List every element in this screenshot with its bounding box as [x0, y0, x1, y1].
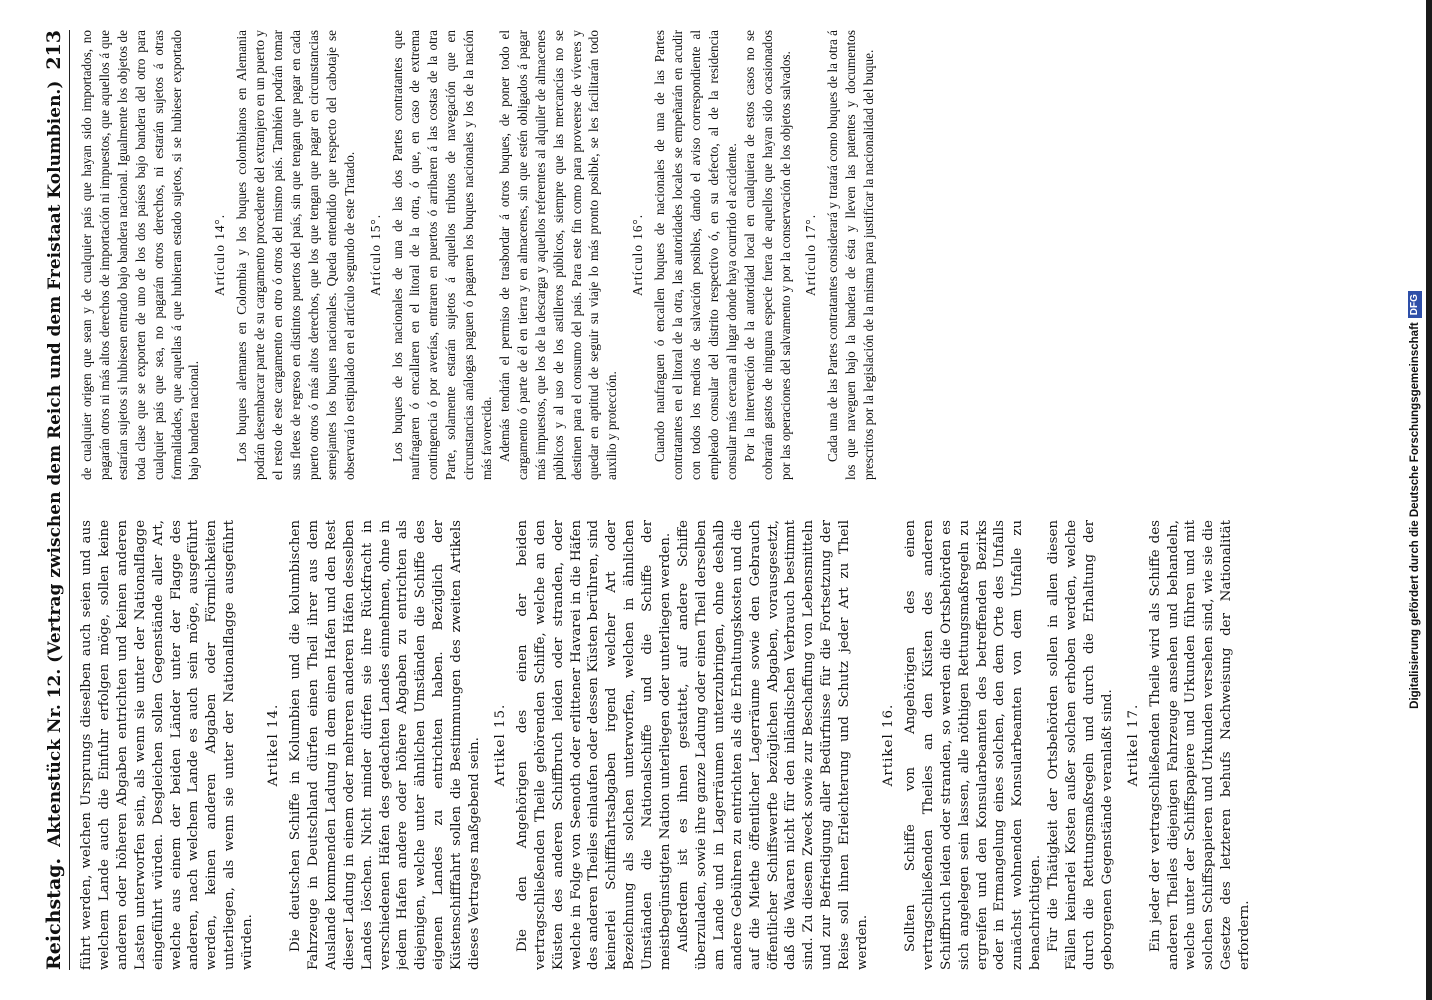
article-heading: Artículo 16°.	[630, 214, 646, 297]
paragraph: de cualquier origen que sean y de cualquier país que hayan sido importados, no pagarán otros ni más altos derechos de importación ni impuestos, que aquellos á que estarían sujetos si hubiesen entrado bajo bandera nacional. Igualmente los objetos de toda clase que se exporten de uno de los dos países bajo bandera del otro para cualquier país que sea, no pagarán otros derechos, ni estarán sujetos á otras formalidades, que aquellas á que hubieran estado sujetos, si se hubieser exportado bajo bandera nacional.	[79, 30, 202, 480]
footer-text: Digitalisierung gefördert durch die Deutsche Forschungsgemeinschaft	[1409, 322, 1421, 709]
paragraph: Die den Angehörigen des einen der beiden vertragschließenden Theile gehörenden Schiffe, welche an den Küsten des anderen Schiffbruch leiden oder stranden, oder welche in Folge von Seenoth oder erlittener Havarei in die Häfen des anderen Theiles einlaufen oder dessen Küsten berühren, sind keinerlei Schifffahrtsabgaben irgend welcher Art oder Bezeichnung als solchen unterworfen, welchen in ähnlichen Umständen die Nationalschiffe und die Schiffe der meistbegünstigten Nation unterliegen oder unterliegen werden.	[514, 520, 674, 970]
paragraph: Además tendrán el permiso de trasbordar á otros buques, de poner todo el cargamento ó parte de él en tierra y en almacenes, sin que estén obligados á pagar más impuestos, que los de la descarga y aquellos referentes al alquiler de almacenes públicos y al uso de los astilleros públicos, siempre que las mercancías no se destinen para el consumo del país. Para este fin como para proveerse de víveres y quedar en aptitud de seguir su viaje lo más pronto posible, se les facilitarán todo auxilio y protección.	[496, 30, 620, 480]
page-header	[30, 30, 70, 970]
paragraph: Außerdem ist es ihnen gestattet, auf andere Schiffe überzuladen, sowie ihre ganze Ladung oder einen Theil derselben am Lande und in Lagerräumen unterzubringen, ohne deshalb andere Gebühren zu entrichten als die Erhaltungskosten und die auf die Miethe öffentlicher Lagerräume sowie den Gebrauch öffentlicher Schiffswerfte bezüglichen Abgaben, vorausgesetzt, daß die Waaren nicht für den inländischen Verbrauch bestimmt sind. Zu diesem Zweck sowie zur Beschaffung von Lebensmitteln und zur Befriedigung aller Bedürfnisse für die Fortsetzung der Reise soll ihnen Erleichterung und Schutz jeder Art zu Theil werden.	[676, 520, 871, 970]
article-heading: Artikel 15.	[492, 703, 508, 787]
paragraph: Für die Thätigkeit der Ortsbehörden sollen in allen diesen Fällen keinerlei Kosten außer solchen erhoben werden, welche durch die Rettungsmaßregeln und durch die Erhaltung der geborgenen Gegenstände veranlaßt sind.	[1046, 520, 1115, 970]
article-heading: Artículo 17°.	[803, 214, 819, 297]
paragraph: führt werden, welchen Ursprungs dieselben auch seien und aus welchem Lande auch die Einfuhr erfolgen möge, sollen keine anderen oder höheren Abgaben entrichten und keinen anderen Lasten unterworfen sein, als wenn sie unter der Nationalflagge eingeführt würden. Desgleichen sollen Gegenstände aller Art, welche aus einem der beiden Länder unter der Flagge des anderen, nach welchem Lande es auch sein möge, ausgeführt werden, keinen anderen Abgaben oder Förmlichkeiten unterliegen, als wenn sie unter der Nationalflagge ausgeführt würden.	[79, 520, 256, 970]
paragraph: Cuando naufraguen ó encallen buques de nacionales de una de las Partes contratantes en el litoral de la otra, las autoridades locales se empeñarán en acudir con todos los medios de salvación posibles, dando el aviso correspondiente al empleado consular del distrito respectivo ó, en su defecto, al de la residencia consular más cercana al lugar donde haya ocurrido el accidente.	[652, 30, 739, 480]
paragraph: Los buques de los nacionales de una de las dos Partes contratantes que naufragaren ó encallaren en el litoral de la otra, ó que, en caso de extrema contingencia ó por averías, entraren en puertos ó arribaren á las costas de la otra Parte, solamente estarán sujetos á aquellos tributos de navegación que en circunstancias análogas paguen ó pagaren los buques nacionales y los de la nación más favorecida.	[389, 30, 495, 480]
paragraph: Sollten Schiffe von Angehörigen des einen vertragschließenden Theiles an den Küsten des anderen Schiffbruch leiden oder stranden, so werden die Ortsbehörden es sich angelegen sein lassen, alle nöthigen Rettungsmaßregeln zu ergreifen und den Konsularbeamten des betreffenden Bezirks oder in Ermangelung eines solchen, den dem Orte des Unfalls zunächst wohnenden Konsularbeamten von dem Unfalle zu benachrichtigen.	[902, 520, 1044, 970]
paragraph: Por la intervención de la autoridad local en cualquiera de estos casos no se cobrarán gastos de ninguna especie fuera de aquellos que hayan sido ocasionados por las operaciones del salvamento y por la conservación de los objetos salvados.	[741, 30, 793, 480]
article-heading: Artikel 17.	[1125, 703, 1141, 787]
article-heading: Artículo 15°.	[367, 214, 383, 297]
paragraph: Die deutschen Schiffe in Kolumbien und die kolumbischen Fahrzeuge in Deutschland dürfen einen Theil ihrer aus dem Auslande kommenden Ladung in dem einen Hafen und den Rest dieser Ladung in einem oder mehreren anderen Häfen desselben Landes löschen. Nicht minder dürfen sie ihre Rückfracht in verschiedenen Häfen des gedachten Landes einnehmen, ohne in jedem Hafen andere oder höhere Abgaben zu entrichten als diejenigen, welche unter ähnlichen Umständen die Schiffe des eigenen Landes zu entrichten haben. Bezüglich der Küstenschifffahrt sollen die Bestimmungen des zweiten Artikels dieses Vertrages maßgebend sein.	[287, 520, 483, 970]
header-left: Reichstag.	[43, 857, 65, 970]
paragraph: Ein jeder der vertragschließenden Theile wird als Schiffe des anderen Theiles diejenigen Fahrzeuge ansehen und behandeln, welche unter der Schiffspapiere und Urkunden führen und mit solchen Schiffspapieren und Urkunden versehen sind, wie sie die Gesetze des letzteren behufs Nachweisung der Nationalität erfordern.	[1147, 520, 1253, 970]
scan-edge	[1426, 0, 1432, 1000]
digitization-footer	[1404, 10, 1426, 990]
paragraph: Los buques alemanes en Colombia y los buques colombianos en Alemania podrán desembarcar parte de su cargamento procedente del extranjero en un puerto y el resto de este cargamento en otro ó otros del mismo país. También podrán tomar sus fletes de regreso en distintos puertos del país, sin que tengan que pagar en cada puerto otros ó más altos derechos, que los que tengan que pagar en circunstancias semejantes los buques nacionales. Queda entendido que respecto del cabotaje se observará lo estipulado en el artículo segundo de este Tratado.	[234, 30, 357, 480]
paragraph: Cada una de las Partes contratantes considerará y tratará como buques de la otra á los que naveguen bajo la bandera de ésta y lleven las patentes y documentos prescritos por la legislación de la misma para justificar la nacionalidad del buque.	[825, 30, 877, 480]
dfg-logo: DFG	[1408, 291, 1422, 318]
header-title: Aktenstück Nr. 12. (Vertrag zwischen dem Reich und dem Freistaat Kolumbien.)	[45, 80, 65, 847]
article-heading: Artículo 14°.	[212, 214, 228, 297]
page-number: 213	[43, 30, 65, 70]
article-heading: Artikel 16.	[880, 703, 896, 787]
article-heading: Artikel 14.	[266, 703, 282, 787]
spanish-column	[78, 30, 1318, 480]
german-column	[78, 520, 1318, 970]
